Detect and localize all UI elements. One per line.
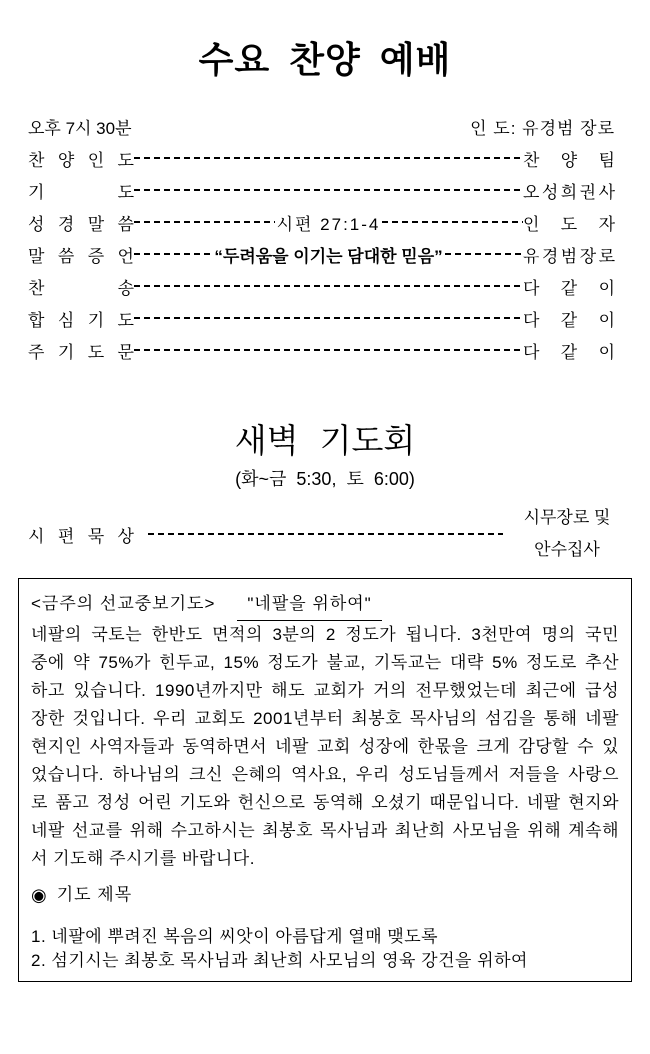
dash-leader (134, 221, 275, 223)
worship-item-prayer (28, 174, 615, 206)
worship-item-sermon (28, 238, 615, 270)
mission-paragraph (31, 621, 619, 873)
worship-item-by: 다 같 이 (523, 342, 615, 362)
page-title: 수요 찬양 예배 (198, 39, 452, 80)
mission-prayer-heading: <금주의 선교중보기도> (31, 594, 216, 613)
paragraph-line: 었습니다. 하나님의 크신 은혜의 역사요, 우리 성도님들께서 저들을 사랑으 (31, 765, 619, 784)
psalm-by-line2: 안수집사 (534, 540, 600, 559)
worship-item-by: 다 같 이 (523, 278, 615, 298)
dawn-prayer-schedule: (화~금 5:30, 토 6:00) (235, 469, 415, 489)
psalm-item-by (519, 502, 615, 566)
dash-leader (134, 317, 523, 319)
worship-order-section (28, 110, 615, 366)
worship-item-united-prayer (28, 302, 615, 334)
prayer-topics-label: 기도 제목 (56, 885, 133, 904)
paragraph-line: 네팔 선교를 위해 수고하시는 최봉호 목사님과 최난희 사모님을 위해 계속해 (31, 821, 619, 840)
prayer-request-item: 2. 섬기시는 최봉호 목사님과 최난희 사모님의 영육 강건을 위하여 (31, 951, 528, 970)
worship-item-hymn (28, 270, 615, 302)
dash-leader (134, 157, 523, 159)
scripture-reference: 시편 27:1-4 (276, 214, 381, 234)
dash-leader (445, 253, 523, 255)
worship-item-lords-prayer (28, 334, 615, 366)
psalm-meditation-row (28, 502, 615, 566)
dawn-prayer-title: 새벽 기도회 (234, 422, 416, 459)
worship-item-label: 기 도 (28, 182, 134, 202)
worship-item-label: 말 씀 증 언 (28, 246, 134, 266)
worship-item-label: 합 심 기 도 (28, 310, 134, 330)
worship-item-label: 주 기 도 문 (28, 342, 134, 362)
worship-item-by: 오 성 희 권 사 (523, 182, 615, 202)
bulletin-page (0, 34, 650, 1054)
worship-item-by: 인 도 자 (523, 214, 615, 234)
paragraph-line: 장한 것입니다. 우리 교회도 2001년부터 최봉호 목사님의 섬김을 통해 네팔 (31, 709, 619, 728)
worship-item-by: 찬 양 팀 (523, 150, 615, 170)
prayer-request-item: 1. 네팔에 뿌려진 복음의 씨앗이 아름답게 열매 맺도록 (31, 927, 439, 946)
prayer-request-list (31, 925, 619, 973)
dash-leader (148, 533, 503, 535)
worship-item-label: 성 경 말 씀 (28, 214, 134, 234)
paragraph-line: 로 품고 정성 어린 기도와 헌신으로 동역해 오셨기 때문입니다. 네팔 현지와 (31, 793, 619, 812)
worship-item-label: 찬 양 인 도 (28, 150, 134, 170)
worship-item-praise-leading (28, 142, 615, 174)
service-time: 오후 7시 30분 (28, 118, 132, 138)
worship-item-label: 찬 송 (28, 278, 134, 298)
dash-leader (134, 285, 523, 287)
prayer-topics-header (31, 881, 619, 909)
dash-leader (134, 349, 523, 351)
mission-prayer-box (18, 578, 632, 982)
paragraph-line: 네팔의 국토는 한반도 면적의 3분의 2 정도가 됩니다. 3천만여 명의 국민 (31, 625, 619, 644)
sermon-title: “두려움을 이기는 담대한 믿음” (214, 246, 443, 266)
paragraph-line: 하고 있습니다. 1990년까지만 해도 교회가 거의 전무했었는데 최근에 급성 (31, 681, 619, 700)
paragraph-line: 중에 약 75%가 힌두교, 15% 정도가 불교, 기독교는 대략 5% 정도로 추산 (31, 653, 619, 672)
psalm-by-line1: 시무장로 및 (523, 508, 611, 527)
service-leader: 인 도: 유경범 장로 (470, 118, 615, 138)
fisheye-bullet-icon: ◉ (31, 885, 47, 905)
paragraph-line: 서 기도해 주시기를 바랍니다. (31, 849, 255, 868)
psalm-item-label: 시 편 묵 상 (28, 526, 134, 546)
dash-leader (134, 253, 212, 255)
paragraph-line: 현지인 사역자들과 동역하면서 네팔 교회 성장에 한몫을 크게 감당할 수 있 (31, 737, 619, 756)
worship-item-by: 유 경 범 장 로 (523, 246, 616, 266)
mission-prayer-heading-row (31, 589, 619, 621)
dash-leader (382, 221, 523, 223)
dash-leader (134, 189, 523, 191)
service-info-row (28, 110, 615, 142)
mission-prayer-topic: "네팔을 위하여" (237, 589, 381, 621)
worship-item-scripture (28, 206, 615, 238)
worship-item-by: 다 같 이 (523, 310, 615, 330)
dawn-prayer-section (0, 418, 650, 566)
